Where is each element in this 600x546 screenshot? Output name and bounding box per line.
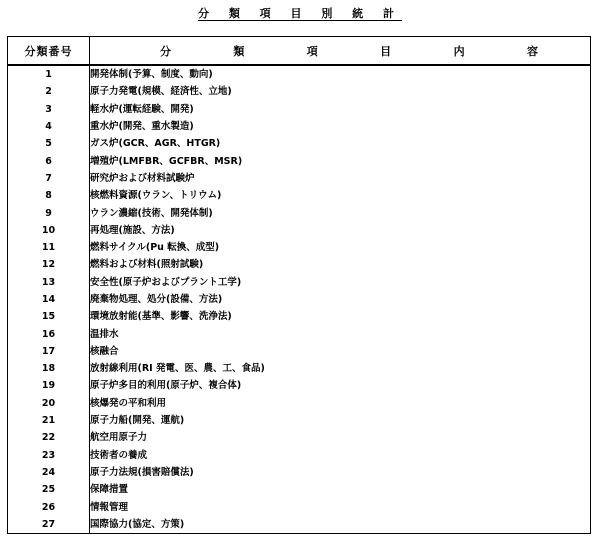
table-row bbox=[8, 395, 591, 412]
classification-number: 9 bbox=[8, 204, 90, 221]
classification-number: 21 bbox=[8, 412, 90, 429]
classification-number: 27 bbox=[8, 516, 90, 534]
classification-number: 10 bbox=[8, 222, 90, 239]
classification-number: 2 bbox=[8, 83, 90, 100]
classification-item: 安全性(原子炉およびプラント工学) bbox=[90, 274, 591, 291]
table-row bbox=[8, 118, 591, 135]
table-row bbox=[8, 256, 591, 273]
classification-number: 13 bbox=[8, 274, 90, 291]
classification-number: 7 bbox=[8, 170, 90, 187]
classification-item: 研究炉および材料試験炉 bbox=[90, 170, 591, 187]
classification-item: 核爆発の平和利用 bbox=[90, 395, 591, 412]
header-char: 容 bbox=[526, 44, 538, 58]
table-row bbox=[8, 360, 591, 377]
classification-item: 環境放射能(基準、影響、洗浄法) bbox=[90, 308, 591, 325]
classification-number: 8 bbox=[8, 187, 90, 204]
table-row bbox=[8, 291, 591, 308]
classification-number: 17 bbox=[8, 343, 90, 360]
table-row bbox=[8, 187, 591, 204]
table-row bbox=[8, 516, 591, 534]
table-row bbox=[8, 498, 591, 515]
classification-item: 技術者の養成 bbox=[90, 447, 591, 464]
classification-item: 核燃料資源(ウラン、トリウム) bbox=[90, 187, 591, 204]
table-row bbox=[8, 481, 591, 498]
classification-item: 国際協力(協定、方策) bbox=[90, 516, 591, 534]
classification-number: 3 bbox=[8, 101, 90, 118]
classification-number: 22 bbox=[8, 429, 90, 446]
header-char: 項 bbox=[306, 44, 318, 58]
classification-item: 再処理(施設、方法) bbox=[90, 222, 591, 239]
table-row bbox=[8, 152, 591, 169]
table-row bbox=[8, 222, 591, 239]
table-row bbox=[8, 101, 591, 118]
header-classification-number: 分類番号 bbox=[8, 37, 90, 66]
table-row bbox=[8, 204, 591, 221]
page-title-text: 分 類 項 目 別 統 計 bbox=[198, 7, 402, 20]
classification-item: 燃料サイクル(Pu 転換、成型) bbox=[90, 239, 591, 256]
table-row bbox=[8, 377, 591, 394]
classification-number: 25 bbox=[8, 481, 90, 498]
classification-number: 6 bbox=[8, 152, 90, 169]
classification-number: 11 bbox=[8, 239, 90, 256]
table-row bbox=[8, 239, 591, 256]
table-header-row bbox=[8, 37, 591, 66]
classification-number: 4 bbox=[8, 118, 90, 135]
classification-item: 原子力発電(規模、経済性、立地) bbox=[90, 83, 591, 100]
table-row bbox=[8, 83, 591, 100]
classification-table bbox=[7, 36, 591, 534]
classification-item: 保障措置 bbox=[90, 481, 591, 498]
classification-number: 19 bbox=[8, 377, 90, 394]
classification-number: 12 bbox=[8, 256, 90, 273]
table-row bbox=[8, 170, 591, 187]
table-row bbox=[8, 429, 591, 446]
classification-item: 開発体制(予算、制度、動向) bbox=[90, 65, 591, 83]
classification-item: 廃棄物処理、処分(設備、方法) bbox=[90, 291, 591, 308]
table-row bbox=[8, 65, 591, 83]
classification-item: 情報管理 bbox=[90, 498, 591, 515]
classification-number: 20 bbox=[8, 395, 90, 412]
classification-number: 1 bbox=[8, 65, 90, 83]
classification-number: 14 bbox=[8, 291, 90, 308]
classification-item: 原子力法規(損害賠償法) bbox=[90, 464, 591, 481]
table-row bbox=[8, 412, 591, 429]
classification-item: 航空用原子力 bbox=[90, 429, 591, 446]
classification-item: 増殖炉(LMFBR、GCFBR、MSR) bbox=[90, 152, 591, 169]
header-char: 内 bbox=[453, 44, 465, 58]
classification-number: 16 bbox=[8, 325, 90, 342]
table-row bbox=[8, 447, 591, 464]
table-row bbox=[8, 464, 591, 481]
classification-number: 5 bbox=[8, 135, 90, 152]
classification-item: 原子炉多目的利用(原子炉、複合体) bbox=[90, 377, 591, 394]
classification-number: 23 bbox=[8, 447, 90, 464]
table-body bbox=[8, 65, 591, 534]
classification-item: 燃料および材料(照射試験) bbox=[90, 256, 591, 273]
table-row bbox=[8, 343, 591, 360]
classification-number: 26 bbox=[8, 498, 90, 515]
table-row bbox=[8, 325, 591, 342]
header-char: 目 bbox=[380, 44, 392, 58]
classification-item: ウラン濃縮(技術、開発体制) bbox=[90, 204, 591, 221]
header-char: 類 bbox=[233, 44, 245, 58]
table-row bbox=[8, 274, 591, 291]
classification-item: ガス炉(GCR、AGR、HTGR) bbox=[90, 135, 591, 152]
classification-item: 核融合 bbox=[90, 343, 591, 360]
classification-item: 原子力船(開発、運航) bbox=[90, 412, 591, 429]
header-char: 分 bbox=[160, 44, 171, 58]
page-title bbox=[0, 4, 600, 24]
classification-item: 放射線利用(RI 発電、医、農、工、食品) bbox=[90, 360, 591, 377]
classification-item: 温排水 bbox=[90, 325, 591, 342]
classification-item: 軽水炉(運転経験、開発) bbox=[90, 101, 591, 118]
classification-number: 18 bbox=[8, 360, 90, 377]
classification-item: 重水炉(開発、重水製造) bbox=[90, 118, 591, 135]
classification-number: 24 bbox=[8, 464, 90, 481]
table-row bbox=[8, 308, 591, 325]
table-row bbox=[8, 135, 591, 152]
classification-number: 15 bbox=[8, 308, 90, 325]
header-classification-content bbox=[90, 37, 591, 66]
